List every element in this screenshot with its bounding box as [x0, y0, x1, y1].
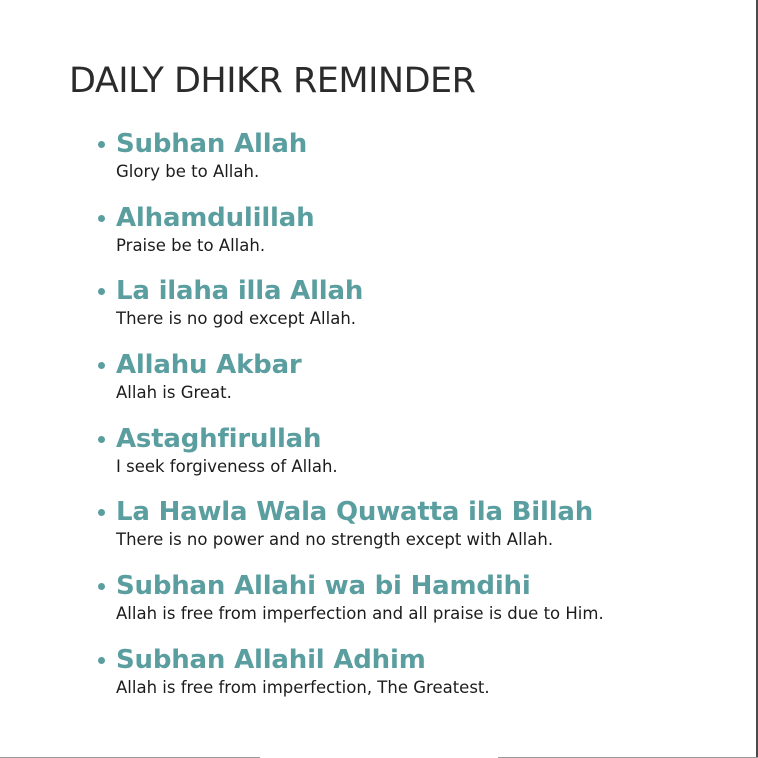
dhikr-meaning: Allah is Great. — [116, 383, 232, 403]
bullet-icon — [98, 362, 105, 369]
dhikr-meaning: Praise be to Allah. — [116, 235, 266, 255]
bullet-icon — [98, 657, 105, 664]
dhikr-phrase: Subhan Allahi wa bi Hamdihi — [116, 571, 531, 602]
dhikr-phrase: La Hawla Wala Quwatta ila Billah — [116, 497, 594, 528]
dhikr-phrase: La ilaha illa Allah — [116, 276, 364, 307]
dhikr-meaning: I seek forgiveness of Allah. — [116, 456, 338, 476]
bullet-icon — [98, 509, 105, 516]
bullet-icon — [98, 288, 105, 295]
dhikr-phrase: Alhamdulillah — [116, 202, 315, 233]
dhikr-meaning: Glory be to Allah. — [116, 162, 260, 181]
bullet-icon — [98, 141, 105, 148]
dhikr-phrase: Astaghfirullah — [116, 423, 322, 454]
page-title: DAILY DHIKR REMINDER — [69, 61, 476, 101]
dhikr-meaning: Allah is free from imperfection and all praise is due to Him. — [116, 604, 604, 624]
bullet-icon — [98, 215, 105, 222]
bullet-icon — [98, 436, 105, 443]
dhikr-phrase: Subhan Allah — [116, 129, 308, 159]
dhikr-meaning: There is no power and no strength except with Allah. — [116, 530, 554, 550]
dhikr-phrase: Allahu Akbar — [116, 350, 302, 381]
dhikr-phrase: Subhan Allahil Adhim — [116, 644, 426, 675]
dhikr-meaning: There is no god except Allah. — [116, 309, 357, 329]
dhikr-meaning: Allah is free from imperfection, The Greatest. — [116, 677, 490, 697]
bullet-icon — [98, 583, 105, 590]
